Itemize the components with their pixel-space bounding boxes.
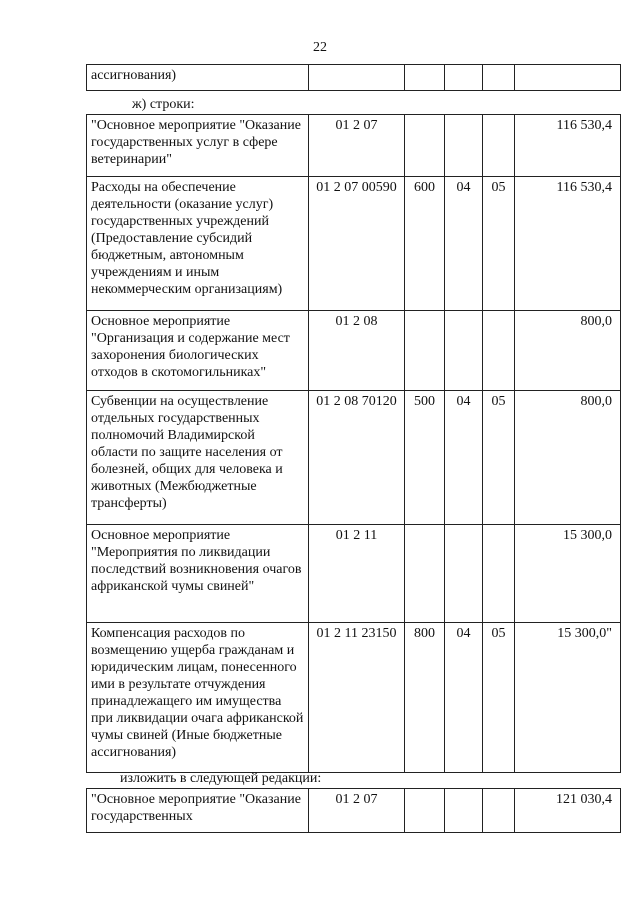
row-pr: 05 (483, 391, 515, 525)
budget-table (86, 114, 621, 773)
row-pr (483, 65, 515, 91)
row-sum (515, 65, 621, 91)
row-vr (405, 789, 445, 833)
table-row (87, 789, 621, 833)
row-vr (405, 311, 445, 391)
row-code: 01 2 11 23150 (309, 623, 405, 773)
row-vr (405, 65, 445, 91)
table-row (87, 525, 621, 623)
row-name: Расходы на обеспечение деятельности (оказание услуг) государственных учреждений (Предоставление субсидий бюджетным, автономным учреждениям и иным некоммерческим организациям) (87, 177, 309, 311)
row-rz: 04 (445, 623, 483, 773)
row-name: ассигнования) (87, 65, 309, 91)
instruction-text: изложить в следующей редакции: (120, 771, 322, 786)
row-name: Компенсация расходов по возмещению ущерба гражданам и юридическим лицам, понесенного ими в результате отчуждения принадлежащего им имущества при ликвидации очага африканской чумы свиней (Иные бюджетные ассигнования) (87, 623, 309, 773)
row-rz (445, 789, 483, 833)
table-row (87, 391, 621, 525)
row-name: Основное мероприятие "Организация и содержание мест захоронения биологических отходов в скотомогильниках" (87, 311, 309, 391)
row-vr: 600 (405, 177, 445, 311)
row-name: "Основное мероприятие "Оказание государственных услуг в сфере ветеринарии" (87, 115, 309, 177)
row-sum: 116 530,4 (515, 115, 621, 177)
row-code: 01 2 08 (309, 311, 405, 391)
row-rz (445, 311, 483, 391)
continued-table-fragment (86, 64, 621, 91)
row-pr: 05 (483, 177, 515, 311)
row-code: 01 2 08 70120 (309, 391, 405, 525)
row-vr: 800 (405, 623, 445, 773)
replacement-table (86, 788, 621, 833)
row-rz (445, 115, 483, 177)
table-row (87, 623, 621, 773)
row-vr (405, 115, 445, 177)
row-code (309, 65, 405, 91)
row-sum: 121 030,4 (515, 789, 621, 833)
table-row (87, 115, 621, 177)
row-code: 01 2 11 (309, 525, 405, 623)
row-name: Основное мероприятие "Мероприятия по ликвидации последствий возникновения очагов африканской чумы свиней" (87, 525, 309, 623)
row-pr (483, 115, 515, 177)
row-name: Субвенции на осуществление отдельных государственных полномочий Владимирской области по защите населения от болезней, общих для человека и животных (Межбюджетные трансферты) (87, 391, 309, 525)
row-code: 01 2 07 (309, 115, 405, 177)
row-sum: 800,0 (515, 391, 621, 525)
row-sum: 116 530,4 (515, 177, 621, 311)
table-row (87, 65, 621, 91)
row-vr (405, 525, 445, 623)
row-rz: 04 (445, 177, 483, 311)
row-sum: 15 300,0" (515, 623, 621, 773)
row-vr: 500 (405, 391, 445, 525)
row-pr: 05 (483, 623, 515, 773)
table-row (87, 311, 621, 391)
row-sum: 15 300,0 (515, 525, 621, 623)
row-pr (483, 311, 515, 391)
row-pr (483, 525, 515, 623)
table-row (87, 177, 621, 311)
row-pr (483, 789, 515, 833)
row-code: 01 2 07 00590 (309, 177, 405, 311)
row-sum: 800,0 (515, 311, 621, 391)
row-name: "Основное мероприятие "Оказание государственных (87, 789, 309, 833)
row-code: 01 2 07 (309, 789, 405, 833)
row-rz (445, 65, 483, 91)
instruction-text: ж) строки: (132, 97, 195, 112)
page-number: 22 (313, 40, 327, 55)
row-rz: 04 (445, 391, 483, 525)
row-rz (445, 525, 483, 623)
